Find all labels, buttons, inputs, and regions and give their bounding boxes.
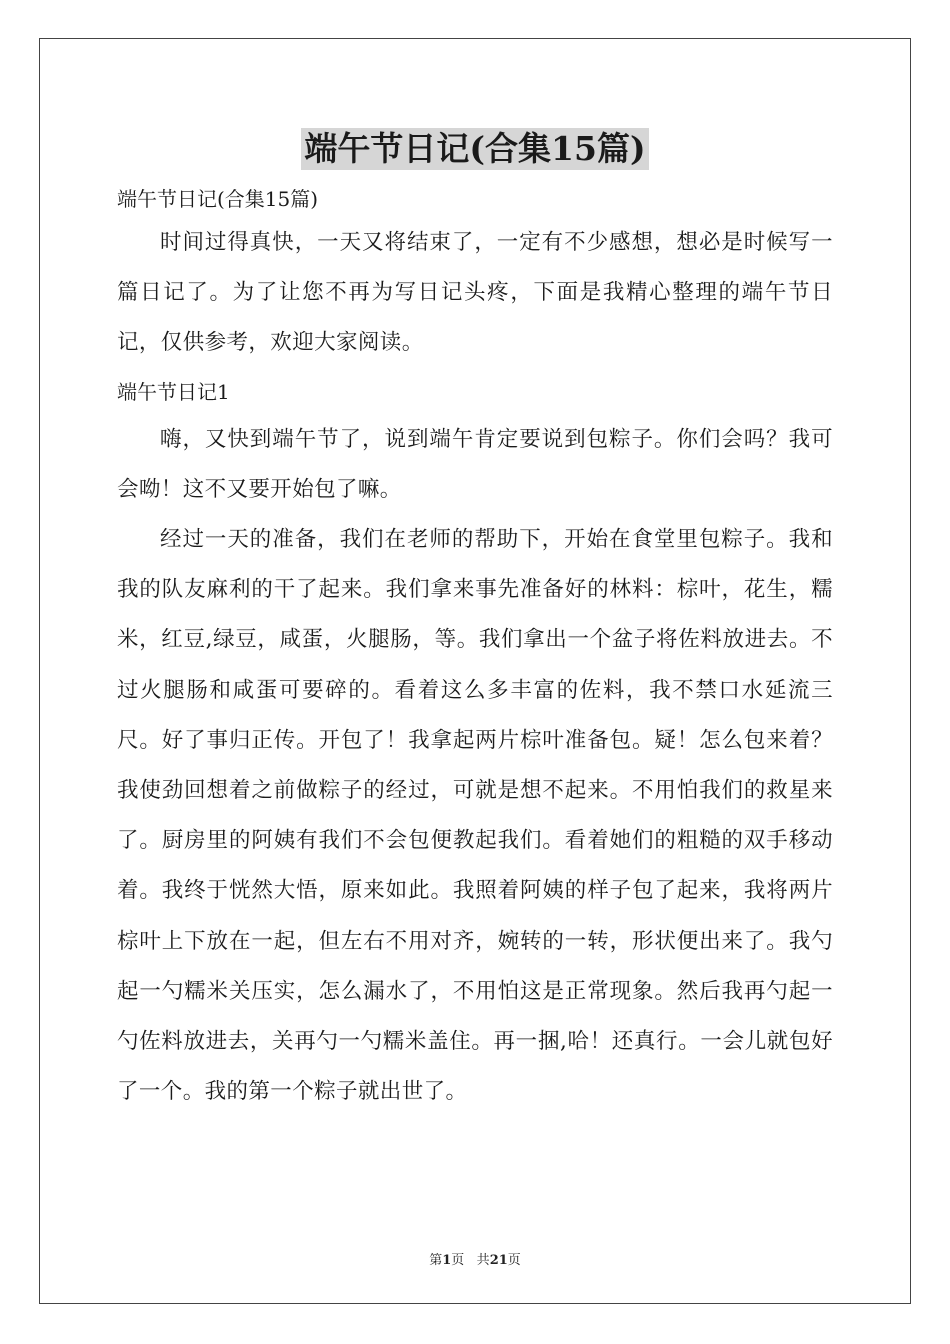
body-paragraph-1: 嗨，又快到端午节了，说到端午肯定要说到包粽子。你们会吗？我可会呦！这不又要开始包了嘛。 [117,426,833,502]
title-wrapper [0,128,950,170]
intro-paragraph: 时间过得真快，一天又将结束了，一定有不少感想，想必是时候写一篇日记了。为了让您不再为写日记头疼，下面是我精心整理的端午节日记，仅供参考，欢迎大家阅读。 [117,230,833,356]
page-footer [0,1249,950,1268]
section-heading: 端午节日记1 [117,379,230,404]
total-pages: 21 [489,1253,508,1268]
page-number: 1 [442,1253,452,1268]
body-paragraph-2: 经过一天的准备，我们在老师的帮助下，开始在食堂里包粽子。我和我的队友麻利的干了起来。我们拿来事先准备好的林料：棕叶，花生，糯米，红豆,绿豆，咸蛋，火腿肠，等。我们拿出一个盆子将佐料放进去。不过火腿肠和咸蛋可要碎的。看着这么多丰富的佐料，我不禁口水延流三尺。好了事归正传。开包了！我拿起两片棕叶准备包。疑！怎么包来着？我使劲回想着之前做粽子的经过，可就是想不起来。不用怕我们的救星来了。厨房里的阿姨有我们不会包便教起我们。看着她们的粗糙的双手移动着。我终于恍然大悟，原来如此。我照着阿姨的样子包了起来，我将两片棕叶上下放在一起，但左右不用对齐，婉转的一转，形状便出来了。我勺起一勺糯米关压实，怎么漏水了，不用怕这是正常现象。然后我再勺起一勺佐料放进去，关再勺一勺糯米盖住。再一捆,哈！还真行。一会儿就包好了一个。我的第一个粽子就出世了。 [117,527,833,1105]
document-subtitle: 端午节日记(合集15篇) [117,187,319,211]
document-title: 端午节日记(合集15篇) [301,128,648,170]
total-prefix: 共 [476,1253,490,1268]
page-suffix: 页 [451,1253,465,1268]
document-body [117,180,833,1117]
total-suffix: 页 [507,1253,521,1268]
page-prefix: 第 [429,1253,443,1268]
